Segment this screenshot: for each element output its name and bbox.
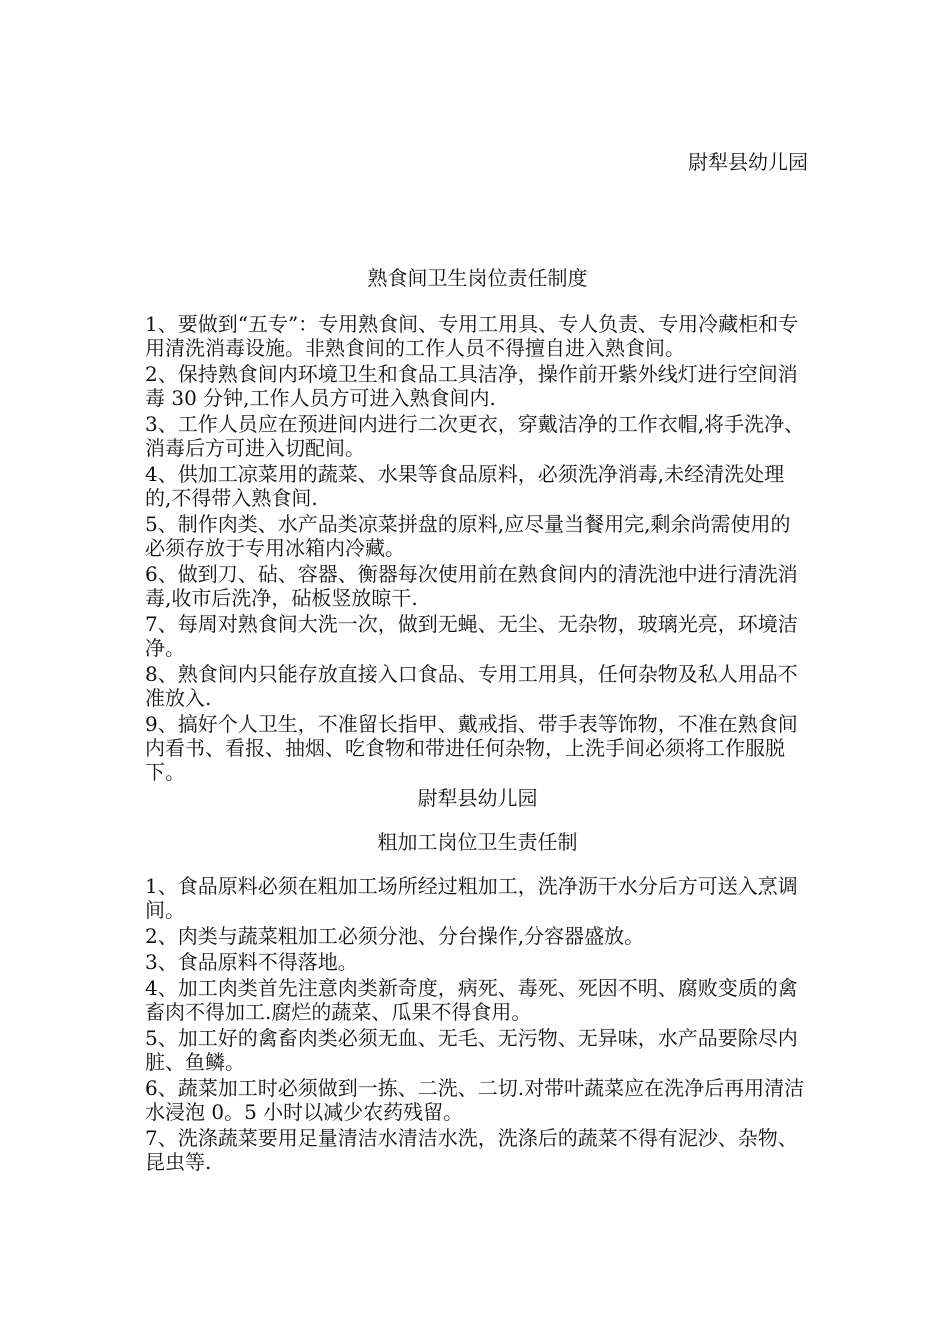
section-cooked-food-room	[145, 266, 810, 784]
header-organization: 尉犁县幼儿园	[688, 150, 808, 174]
section-organization: 尉犁县幼儿园	[417, 786, 538, 810]
rule-item: 7、每周对熟食间大洗一次，做到无蝇、无尘、无杂物，玻璃光亮，环境洁净。	[145, 612, 798, 660]
document-content	[145, 266, 810, 1176]
rule-item: 6、蔬菜加工时必须做到一拣、二洗、二切.对带叶蔬菜应在洗净后再用清洁水浸泡 0。5 小时以减少农药残留。	[145, 1076, 805, 1124]
section-title: 粗加工岗位卫生责任制	[377, 830, 578, 854]
rule-item: 5、制作肉类、水产品类凉菜拼盘的原料,应尽量当餐用完,剩余尚需使用的必须存放于专用冰箱内冷藏。	[145, 512, 791, 560]
rule-item: 7、洗涤蔬菜要用足量清洁水清洁水洗，洗涤后的蔬菜不得有泥沙、杂物、昆虫等.	[145, 1126, 798, 1174]
rule-item: 3、工作人员应在预进间内进行二次更衣，穿戴洁净的工作衣帽,将手洗净、消毒后方可进入切配间。	[145, 412, 805, 460]
rule-item: 6、做到刀、砧、容器、衡器每次使用前在熟食间内的清洗池中进行清洗消毒,收市后洗净，砧板竖放晾干.	[145, 562, 798, 610]
rule-item: 5、加工好的禽畜肉类必须无血、无毛、无污物、无异味，水产品要除尽内脏、鱼鳞。	[145, 1026, 798, 1074]
rule-item: 2、保持熟食间内环境卫生和食品工具洁净，操作前开紫外线灯进行空间消毒 30 分钟,工作人员方可进入熟食间内.	[145, 362, 798, 410]
section-title: 熟食间卫生岗位责任制度	[367, 266, 588, 290]
rule-item: 1、要做到“五专”：专用熟食间、专用工用具、专人负责、专用冷藏柜和专用清洗消毒设施。非熟食间的工作人员不得擅自进入熟食间。	[145, 312, 799, 360]
rule-item: 8、熟食间内只能存放直接入口食品、专用工用具，任何杂物及私人用品不准放入.	[145, 662, 798, 710]
rule-item: 2、肉类与蔬菜粗加工必须分池、分台操作,分容器盛放。	[145, 924, 645, 948]
rule-item: 9、搞好个人卫生，不准留长指甲、戴戒指、带手表等饰物，不准在熟食间内看书、看报、抽烟、吃食物和带进任何杂物，上洗手间必须将工作服脱下。	[145, 712, 798, 784]
rule-item: 4、供加工凉菜用的蔬菜、水果等食品原料，必须洗净消毒,未经清洗处理的,不得带入熟食间.	[145, 462, 785, 510]
rules-list	[145, 874, 810, 1174]
section-rough-processing	[145, 786, 810, 1174]
rule-item: 3、食品原料不得落地。	[145, 950, 358, 974]
rule-item: 1、食品原料必须在粗加工场所经过粗加工，洗净沥干水分后方可送入烹调间。	[145, 874, 798, 922]
rule-item: 4、加工肉类首先注意肉类新奇度，病死、毒死、死因不明、腐败变质的禽畜肉不得加工.腐烂的蔬菜、瓜果不得食用。	[145, 976, 798, 1024]
rules-list	[145, 312, 810, 784]
